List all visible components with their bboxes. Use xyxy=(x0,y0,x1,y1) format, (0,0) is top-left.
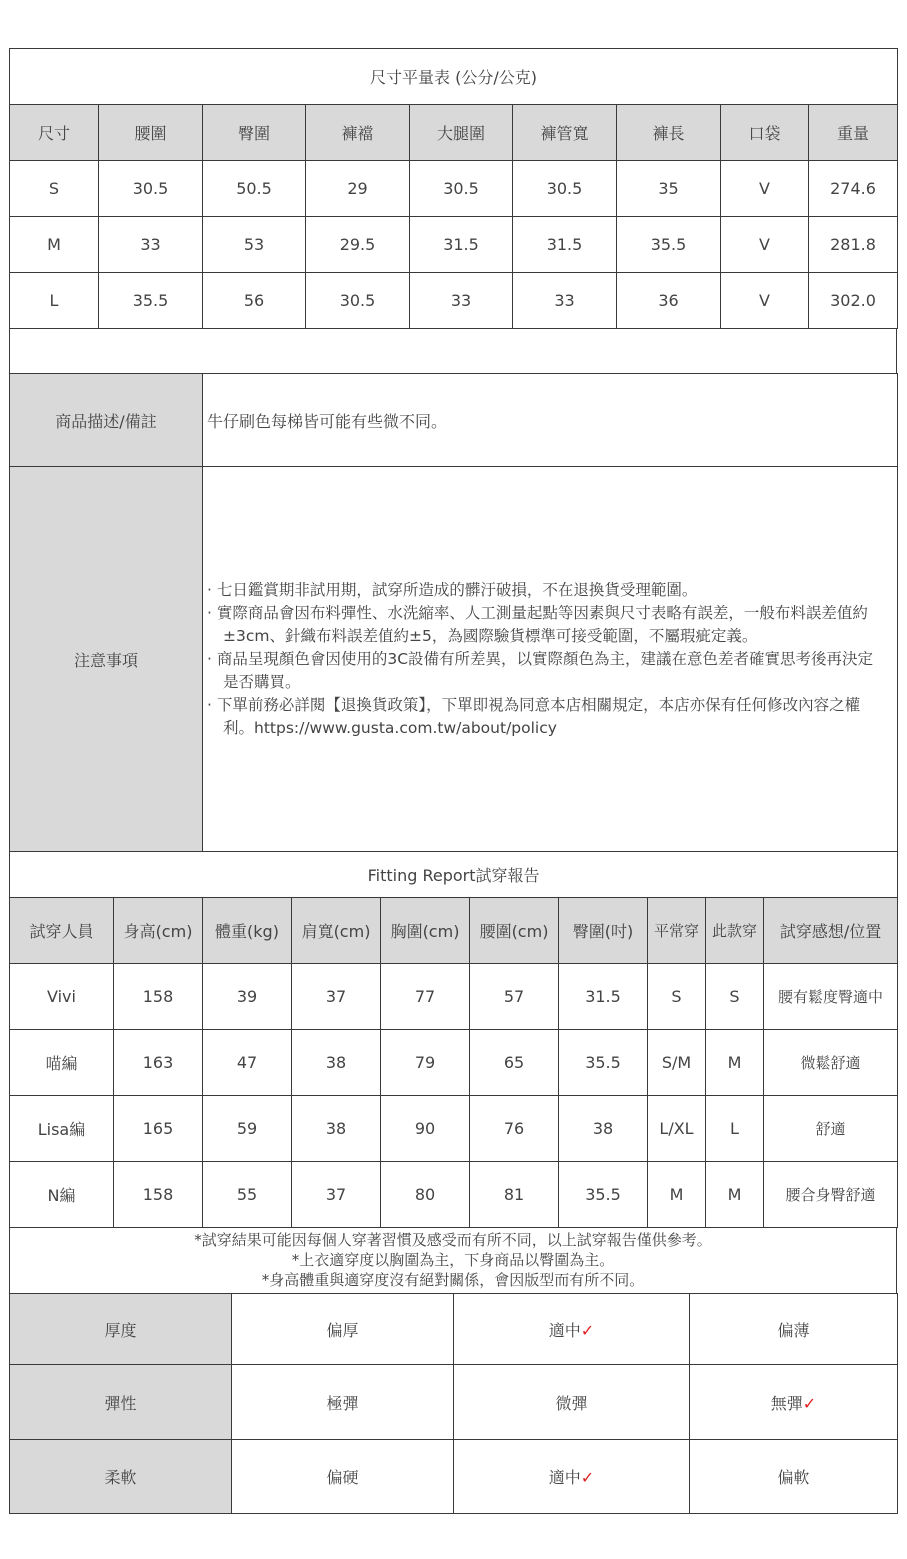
size-header-length: 褲長 xyxy=(617,105,721,161)
fabric-row-elasticity xyxy=(10,1365,898,1440)
fitting-cell: M xyxy=(706,1162,764,1228)
size-header-size: 尺寸 xyxy=(10,105,99,161)
fitting-cell: 47 xyxy=(203,1030,292,1096)
fitting-cell: 35.5 xyxy=(559,1030,648,1096)
fitting-header: 胸圍(cm) xyxy=(381,898,470,964)
fitting-report-table xyxy=(9,852,898,1228)
description-label: 商品描述/備註 xyxy=(10,374,203,467)
fabric-option: 極彈 xyxy=(232,1365,454,1440)
fitting-cell: 59 xyxy=(203,1096,292,1162)
fitting-cell: 38 xyxy=(292,1030,381,1096)
fitting-cell: 腰有鬆度臀適中 xyxy=(764,964,898,1030)
fitting-cell: 165 xyxy=(114,1096,203,1162)
size-table-title: 尺寸平量表 (公分/公克) xyxy=(10,49,898,105)
size-cell: 29 xyxy=(306,161,410,217)
fitting-title: Fitting Report試穿報告 xyxy=(10,852,898,898)
size-cell: 36 xyxy=(617,273,721,329)
size-header-weight: 重量 xyxy=(809,105,898,161)
fitting-row xyxy=(10,1162,898,1228)
fitting-cell: 35.5 xyxy=(559,1162,648,1228)
fabric-row-thickness xyxy=(10,1294,898,1365)
fitting-cell: 90 xyxy=(381,1096,470,1162)
fitting-footnote: *身高體重與適穿度沒有絕對關係，會因版型而有所不同。 xyxy=(261,1271,645,1289)
fitting-cell: 80 xyxy=(381,1162,470,1228)
fitting-cell: 163 xyxy=(114,1030,203,1096)
fitting-cell: Lisa編 xyxy=(10,1096,114,1162)
fitting-cell: M xyxy=(648,1162,706,1228)
fitting-cell: 76 xyxy=(470,1096,559,1162)
fitting-cell: 39 xyxy=(203,964,292,1030)
fabric-option: 適中✓ xyxy=(454,1440,690,1514)
fabric-label: 柔軟 xyxy=(10,1440,232,1514)
fitting-cell: 31.5 xyxy=(559,964,648,1030)
fabric-label: 厚度 xyxy=(10,1294,232,1365)
check-icon: ✓ xyxy=(580,1468,595,1487)
fabric-properties-table xyxy=(9,1293,898,1514)
size-cell: 33 xyxy=(513,273,617,329)
fitting-cell: L xyxy=(706,1096,764,1162)
size-cell: M xyxy=(10,217,99,273)
fitting-header: 此款穿 xyxy=(706,898,764,964)
size-cell: 29.5 xyxy=(306,217,410,273)
fitting-header: 體重(kg) xyxy=(203,898,292,964)
size-header-rise: 褲襠 xyxy=(306,105,410,161)
size-cell: 30.5 xyxy=(410,161,513,217)
fitting-cell: 158 xyxy=(114,964,203,1030)
notice-item: · 實際商品會因布料彈性、水洗縮率、人工測量起點等因素與尺寸表略有誤差，一般布料誤差值約±3cm、針織布料誤差值約±5，為國際驗貨標準可接受範圍，不屬瑕疵定義。 xyxy=(207,602,887,648)
fitting-header: 試穿人員 xyxy=(10,898,114,964)
check-icon: ✓ xyxy=(580,1320,595,1340)
size-row-s xyxy=(10,161,898,217)
size-cell: V xyxy=(721,217,809,273)
fitting-footnotes xyxy=(9,1228,897,1293)
size-cell: 35 xyxy=(617,161,721,217)
size-header-thigh: 大腿圍 xyxy=(410,105,513,161)
fitting-cell: 37 xyxy=(292,1162,381,1228)
fitting-cell: S/M xyxy=(648,1030,706,1096)
fitting-cell: 55 xyxy=(203,1162,292,1228)
fitting-footnote: *上衣適穿度以胸圍為主，下身商品以臀圍為主。 xyxy=(291,1251,615,1269)
size-table-header-row xyxy=(10,105,898,161)
fabric-option: 偏薄 xyxy=(690,1294,898,1365)
size-cell: 50.5 xyxy=(203,161,306,217)
size-cell: 281.8 xyxy=(809,217,898,273)
fitting-row xyxy=(10,1030,898,1096)
fitting-cell: 微鬆舒適 xyxy=(764,1030,898,1096)
fitting-cell: 81 xyxy=(470,1162,559,1228)
check-icon: ✓ xyxy=(802,1393,817,1413)
fitting-cell: S xyxy=(706,964,764,1030)
notice-item: · 商品呈現顏色會因使用的3C設備有所差異，以實際顏色為主，建議在意色差者確實思考後再決定是否購買。 xyxy=(207,648,887,694)
fitting-cell: 38 xyxy=(559,1096,648,1162)
size-header-leg-opening: 褲管寬 xyxy=(513,105,617,161)
notice-list xyxy=(203,579,897,740)
size-cell: L xyxy=(10,273,99,329)
fitting-row xyxy=(10,1096,898,1162)
fitting-cell: 38 xyxy=(292,1096,381,1162)
fitting-header-row xyxy=(10,898,898,964)
notice-item: · 七日鑑賞期非試用期，試穿所造成的髒汙破損，不在退換貨受理範圍。 xyxy=(207,579,887,602)
fabric-label: 彈性 xyxy=(10,1365,232,1440)
fabric-option: 無彈✓ xyxy=(690,1365,898,1440)
size-cell: V xyxy=(721,273,809,329)
description-text: 牛仔刷色每梯皆可能有些微不同。 xyxy=(203,374,898,467)
fitting-cell: L/XL xyxy=(648,1096,706,1162)
size-cell: 33 xyxy=(99,217,203,273)
fitting-cell: 腰合身臀舒適 xyxy=(764,1162,898,1228)
fitting-header: 平常穿 xyxy=(648,898,706,964)
section-spacer xyxy=(9,329,897,373)
fitting-header: 肩寬(cm) xyxy=(292,898,381,964)
size-cell: 30.5 xyxy=(306,273,410,329)
fitting-cell: 77 xyxy=(381,964,470,1030)
size-table xyxy=(9,48,898,329)
fitting-header: 腰圍(cm) xyxy=(470,898,559,964)
fitting-cell: N編 xyxy=(10,1162,114,1228)
fitting-cell: S xyxy=(648,964,706,1030)
fabric-option: 偏軟 xyxy=(690,1440,898,1514)
fabric-option: 偏厚 xyxy=(232,1294,454,1365)
fitting-cell: 65 xyxy=(470,1030,559,1096)
size-cell: 30.5 xyxy=(99,161,203,217)
size-cell: 274.6 xyxy=(809,161,898,217)
fitting-header: 試穿感想/位置 xyxy=(764,898,898,964)
notice-label: 注意事項 xyxy=(10,467,203,852)
fitting-footnote: *試穿結果可能因每個人穿著習慣及感受而有所不同，以上試穿報告僅供參考。 xyxy=(194,1231,712,1249)
fitting-cell: 79 xyxy=(381,1030,470,1096)
size-cell: 31.5 xyxy=(513,217,617,273)
size-cell: 56 xyxy=(203,273,306,329)
size-cell: 35.5 xyxy=(99,273,203,329)
fitting-cell: M xyxy=(706,1030,764,1096)
fitting-cell: 57 xyxy=(470,964,559,1030)
fabric-row-softness xyxy=(10,1440,898,1514)
fitting-cell: 舒適 xyxy=(764,1096,898,1162)
size-cell: S xyxy=(10,161,99,217)
size-cell: 53 xyxy=(203,217,306,273)
size-cell: 35.5 xyxy=(617,217,721,273)
size-header-hip: 臀圍 xyxy=(203,105,306,161)
product-notes-table xyxy=(9,373,898,852)
fitting-header: 臀圍(吋) xyxy=(559,898,648,964)
size-cell: 33 xyxy=(410,273,513,329)
fitting-cell: 喵編 xyxy=(10,1030,114,1096)
size-cell: 30.5 xyxy=(513,161,617,217)
fitting-cell: 158 xyxy=(114,1162,203,1228)
size-cell: 31.5 xyxy=(410,217,513,273)
fitting-cell: Vivi xyxy=(10,964,114,1030)
size-cell: V xyxy=(721,161,809,217)
size-row-l xyxy=(10,273,898,329)
size-chart-sheet xyxy=(9,48,897,1509)
size-header-waist: 腰圍 xyxy=(99,105,203,161)
size-row-m xyxy=(10,217,898,273)
size-header-pocket: 口袋 xyxy=(721,105,809,161)
fitting-row xyxy=(10,964,898,1030)
fabric-option: 偏硬 xyxy=(232,1440,454,1514)
notice-item: · 下單前務必詳閱【退換貨政策】，下單即視為同意本店相關規定，本店亦保有任何修改內容之權利。https://www.gusta.com.tw/about/policy xyxy=(207,694,887,740)
fitting-cell: 37 xyxy=(292,964,381,1030)
fabric-option: 適中✓ xyxy=(454,1294,690,1365)
fabric-option: 微彈 xyxy=(454,1365,690,1440)
size-cell: 302.0 xyxy=(809,273,898,329)
notice-cell xyxy=(203,467,898,852)
fitting-header: 身高(cm) xyxy=(114,898,203,964)
